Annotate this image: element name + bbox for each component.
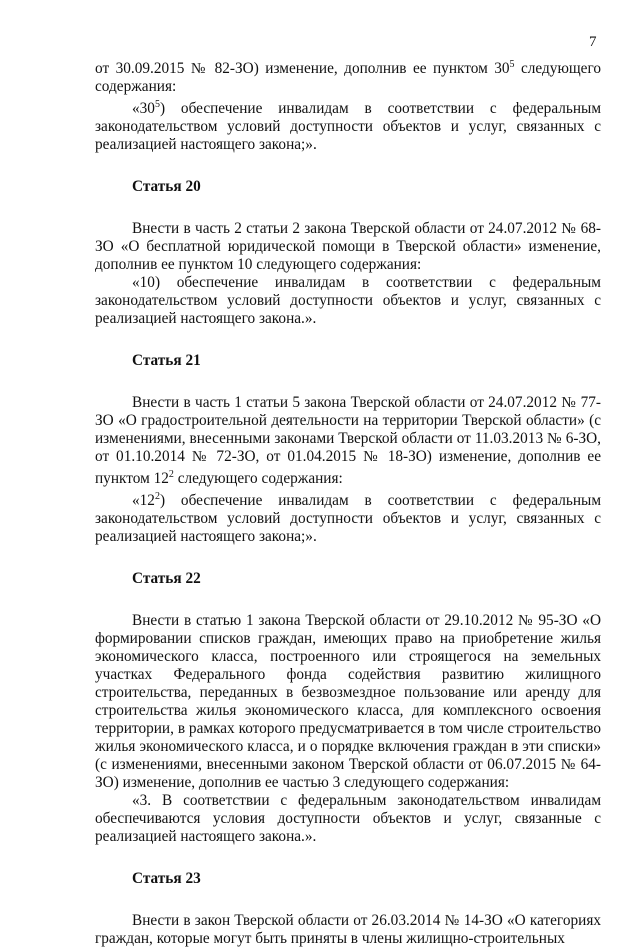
article-22-body: Внести в статью 1 закона Тверской области от 29.10.2012 № 95-ЗО «О формировании списков граждан, имеющих право на приобретение жилья экономического класса, построенного или строящегося на земельных участках Федерального фонда содействия развитию жилищного строительства, переданных в безвозмездное пользование или аренду для строительства жилья экономического класса, для комплексного освоения территории, в рамках которого предусматривается в том числе строительство жилья экономического класса, и о порядке включения граждан в эти списки» (с изменениями, внесенными законом Тверской области от 06.07.2015 № 64-ЗО) изменение, дополнив ее частью 3 следующего содержания:	[95, 612, 601, 792]
article-21-body	[95, 394, 601, 488]
article-22-title: Статья 22	[132, 570, 201, 588]
article-23-title: Статья 23	[132, 870, 201, 888]
article-20-body: Внести в часть 2 статьи 2 закона Тверской области от 24.07.2012 № 68-ЗО «О бесплатной юридической помощи в Тверской области» изменение, дополнив ее пунктом 10 следующего содержания:	[95, 220, 601, 274]
article-21-title: Статья 21	[132, 352, 201, 370]
intro-quote-rest: ) обеспечение инвалидам в соответствии с федеральным законодательством условий доступности объектов и услуг, связанных с реализацией настоящего закона;».	[95, 100, 601, 154]
intro-text: от 30.09.2015 № 82-ЗО) изменение, дополнив ее пунктом 30	[95, 60, 510, 78]
article-21-body-end: следующего содержания:	[173, 470, 343, 488]
article-21-body-superscript: 2	[168, 469, 174, 481]
article-21-quote-rest: ) обеспечение инвалидам в соответствии с федеральным законодательством условий доступности объектов и услуг, связанных с реализацией настоящего закона;».	[95, 492, 601, 546]
article-20-quote: «10) обеспечение инвалидам в соответствии с федеральным законодательством условий доступности объектов и услуг, связанных с реализацией настоящего закона.».	[95, 274, 601, 328]
page-number: 7	[589, 34, 597, 50]
intro-superscript: 5	[509, 59, 515, 70]
intro-quote-superscript: 5	[154, 99, 160, 111]
article-21-quote	[95, 488, 601, 546]
article-20-title: Статья 20	[132, 178, 201, 196]
intro-quote	[95, 96, 601, 154]
document-body	[95, 56, 601, 948]
intro-paragraph	[95, 56, 601, 96]
intro-text-end: следующего содержания:	[95, 60, 601, 96]
intro-quote-start: «30	[132, 100, 155, 118]
article-21-quote-start: «12	[132, 492, 155, 510]
article-21-quote-superscript: 2	[154, 491, 160, 503]
article-22-quote: «3. В соответствии с федеральным законодательством инвалидам обеспечиваются условия доступности объектов и услуг, связанные с реализацией настоящего закона.».	[95, 792, 601, 846]
article-21-body-text: Внести в часть 1 статьи 5 закона Тверской области от 24.07.2012 № 77-ЗО «О градостроительной деятельности на территории Тверской области» (с изменениями, внесенными законами Тверской области от 11.03.2013 № 6-ЗО, от 01.10.2014 № 72-ЗО, от 01.04.2015 № 18-ЗО) изменение, дополнив ее пунктом 12	[95, 394, 601, 488]
article-23-body: Внести в закон Тверской области от 26.03.2014 № 14-ЗО «О категориях граждан, которые могут быть приняты в члены жилищно-строительных	[95, 912, 601, 948]
